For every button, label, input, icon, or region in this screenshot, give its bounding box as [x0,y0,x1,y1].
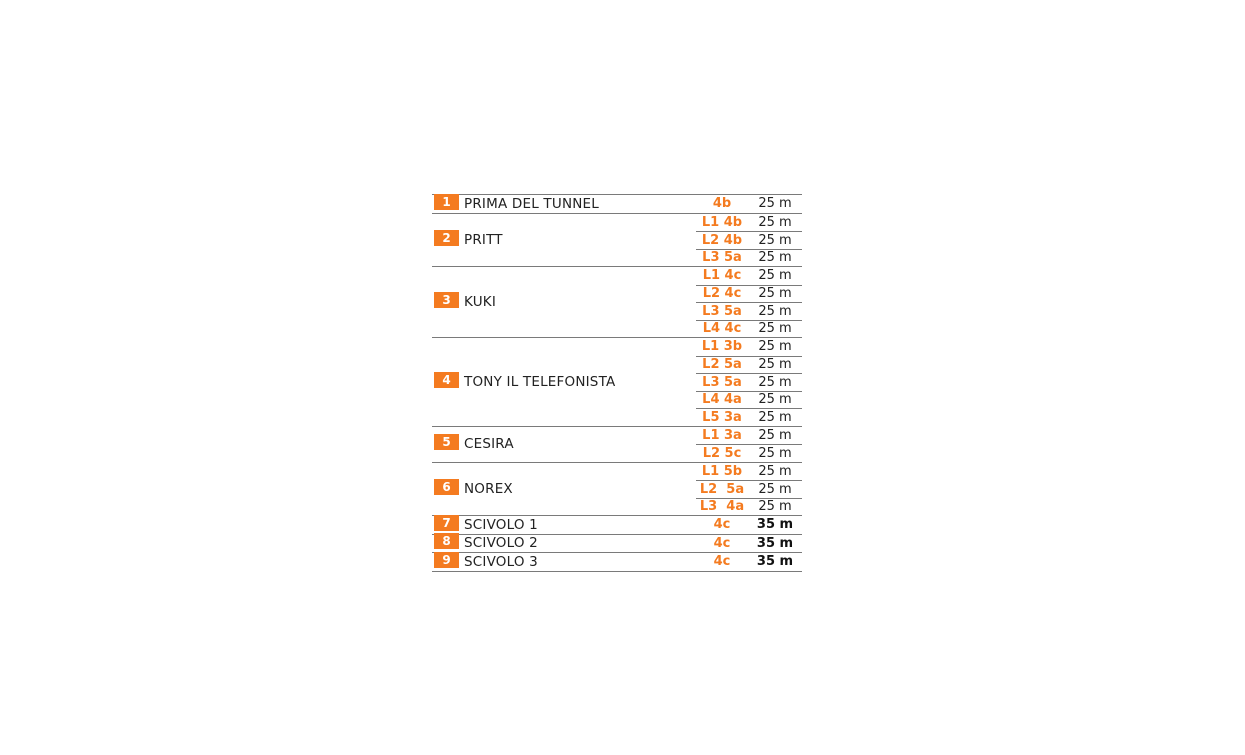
route-number-badge: 4 [434,372,459,388]
route-name: PRIMA DEL TUNNEL [464,195,599,212]
route-header [432,214,694,267]
pitch-row [696,535,802,553]
pitch-grade: L1 3a [702,427,742,443]
pitch-list [696,195,802,213]
route-name: KUKI [464,294,497,310]
pitch-list [696,553,802,571]
pitch-length: 25 m [758,409,792,425]
pitch-list [696,427,802,462]
route-number-badge: 7 [434,515,459,531]
route-row [432,552,802,572]
pitch-list [696,214,802,267]
pitch-grade: L3 5a [702,250,742,266]
pitch-length: 25 m [758,499,792,515]
pitch-grade: L4 4a [702,392,742,408]
pitch-grade: L3 5a [702,374,742,390]
pitch-grade: L2 4b [701,232,743,248]
pitch-length: 35 m [756,517,794,533]
pitch-grade: L1 3b [701,339,743,355]
route-row [432,213,802,267]
route-name: NOREX [464,480,513,497]
pitch-length: 25 m [758,321,792,337]
pitch-row [696,498,802,516]
pitch-grade: L2 4c [702,286,742,302]
pitch-grade: L4 4c [702,321,742,337]
pitch-length: 25 m [758,232,792,248]
route-header [432,427,694,462]
pitch-grade: L1 4c [702,268,742,284]
route-number-badge: 8 [434,533,459,549]
pitch-grade: 4c [713,554,731,570]
pitch-length: 25 m [758,445,792,461]
pitch-row [696,338,802,356]
pitch-grade: L2 5a [699,481,745,497]
pitch-row [696,214,802,232]
pitch-row [696,408,802,426]
route-row [432,515,802,534]
pitch-length: 25 m [758,463,792,479]
pitch-length: 25 m [758,339,792,355]
pitch-length: 25 m [758,214,792,230]
route-row [432,534,802,553]
pitch-grade: L3 4a [699,499,745,515]
pitch-length: 35 m [756,535,794,551]
pitch-grade: 4c [713,535,731,551]
route-header [432,516,694,534]
route-name: SCIVOLO 2 [464,535,538,552]
route-name: SCIVOLO 1 [464,516,538,533]
pitch-row [696,231,802,249]
pitch-list [696,463,802,516]
pitch-row [696,516,802,534]
route-name: CESIRA [464,436,514,452]
pitch-row [696,285,802,303]
pitch-length: 25 m [758,268,792,284]
pitch-row [696,480,802,498]
pitch-grade: L3 5a [702,303,742,319]
route-number-badge: 2 [434,230,459,246]
pitch-length: 25 m [758,427,792,443]
pitch-length: 25 m [758,392,792,408]
route-name: PRITT [464,231,503,248]
pitch-row [696,195,802,213]
route-topo-table [432,194,802,572]
route-number-badge: 6 [434,479,459,495]
pitch-row [696,553,802,571]
route-number-badge: 5 [434,434,459,450]
route-header [432,338,694,426]
route-header [432,195,694,213]
pitch-grade: L1 4b [701,214,743,230]
pitch-length: 25 m [758,286,792,302]
route-header [432,553,694,571]
route-name: TONY IL TELEFONISTA [464,373,616,390]
route-header [432,463,694,516]
route-row [432,337,802,426]
pitch-row [696,356,802,374]
pitch-row [696,444,802,462]
pitch-row [696,320,802,338]
pitch-length: 25 m [758,250,792,266]
route-number-badge: 9 [434,552,459,568]
pitch-list [696,267,802,337]
pitch-grade: 4b [712,196,732,212]
route-number-badge: 3 [434,292,459,308]
route-row [432,194,802,213]
pitch-grade: L2 5a [702,357,742,373]
pitch-length: 25 m [758,196,792,212]
route-row [432,266,802,337]
pitch-grade: 4c [713,517,731,533]
pitch-length: 25 m [758,303,792,319]
pitch-row [696,302,802,320]
route-name: SCIVOLO 3 [464,553,538,570]
pitch-row [696,267,802,285]
pitch-row [696,391,802,409]
pitch-grade: L5 3a [702,409,742,425]
pitch-length: 35 m [756,554,794,570]
pitch-row [696,373,802,391]
route-number-badge: 1 [434,194,459,210]
pitch-row [696,427,802,445]
pitch-list [696,535,802,553]
pitch-grade: L2 5c [702,445,742,461]
pitch-row [696,463,802,481]
pitch-length: 25 m [758,481,792,497]
pitch-length: 25 m [758,357,792,373]
route-header [432,267,694,337]
route-row [432,462,802,516]
pitch-list [696,516,802,534]
pitch-list [696,338,802,426]
pitch-row [696,249,802,267]
pitch-grade: L1 5b [701,463,743,479]
route-row [432,426,802,462]
pitch-length: 25 m [758,374,792,390]
route-header [432,535,694,553]
